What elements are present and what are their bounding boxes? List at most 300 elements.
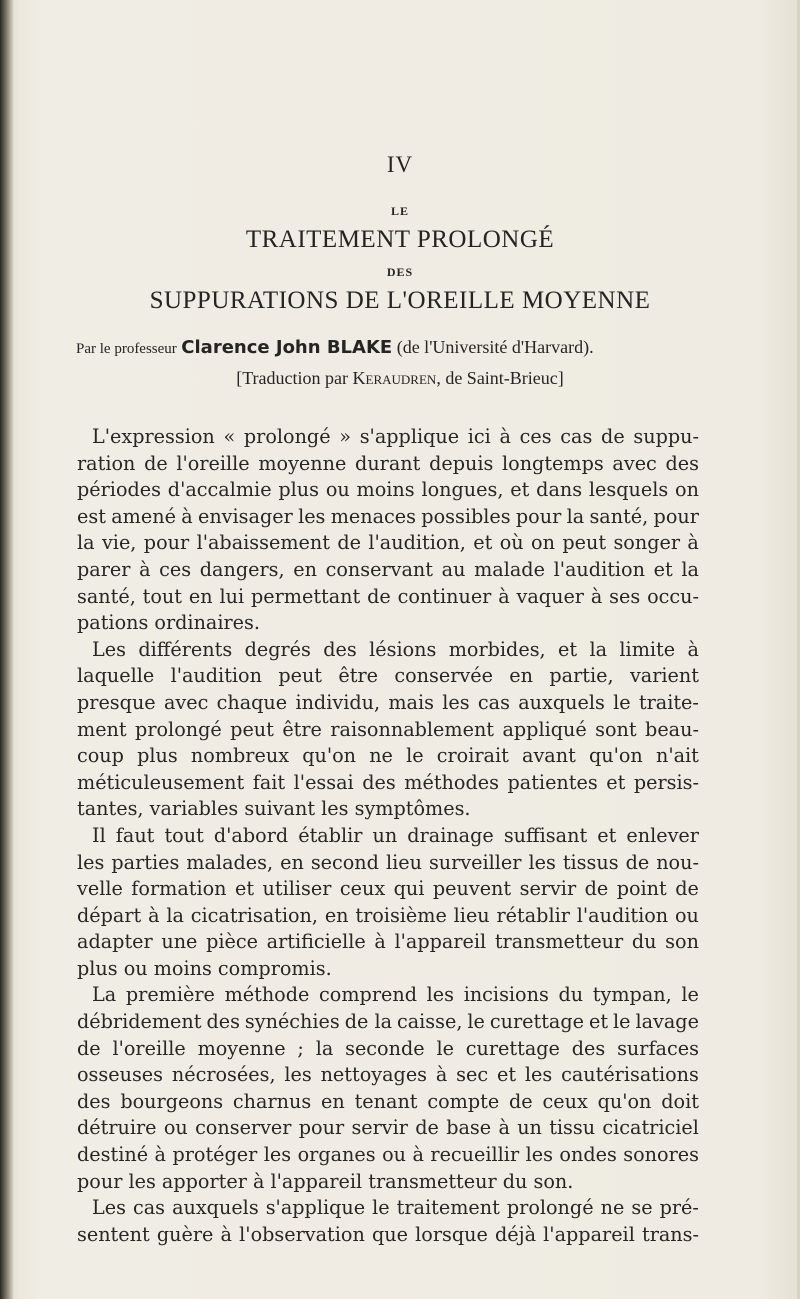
body-word: de	[625, 850, 650, 874]
body-line	[77, 796, 699, 823]
body-word: ses	[609, 584, 641, 608]
body-word: de la	[344, 1010, 393, 1034]
body-word: lésions	[369, 637, 437, 661]
body-word: le	[406, 744, 424, 768]
body-word: ment	[77, 717, 127, 741]
body-line	[77, 690, 699, 717]
body-word: plus	[278, 478, 319, 502]
body-word: une	[161, 930, 198, 954]
body-word: en	[324, 903, 349, 927]
body-word: est	[77, 504, 106, 528]
body-word: conservée	[394, 664, 493, 688]
body-word: cas	[560, 425, 593, 448]
body-word: l'observation	[239, 1222, 365, 1246]
body-word: troisième	[355, 903, 447, 927]
title-subtitle: SUPPURATIONS DE L'OREILLE MOYENNE	[149, 287, 651, 314]
body-word: utiliser	[262, 877, 332, 901]
chapter-number: IV	[386, 152, 414, 177]
body-word: s'applique	[265, 1196, 366, 1220]
body-word: cicatrisation,	[190, 903, 318, 927]
body-word: raisonnablement	[330, 717, 495, 741]
body-word: détruire	[77, 1116, 157, 1140]
body-word: la	[589, 637, 608, 661]
body-word: occu-	[647, 584, 699, 608]
body-word: continuer	[397, 584, 492, 608]
body-word: curettage	[489, 1010, 585, 1034]
body-word: nou-	[656, 850, 699, 874]
body-word: qu'on	[302, 744, 357, 768]
body-word: où	[499, 531, 524, 555]
body-word: et	[234, 877, 255, 901]
translation-open: [Traduction par	[236, 368, 349, 388]
body-word: on	[675, 478, 699, 502]
body-word: ou	[325, 478, 350, 502]
body-word: appliqué	[502, 717, 587, 741]
title-article: LE	[390, 204, 409, 218]
body-line	[77, 956, 699, 983]
body-word: tenant	[354, 1089, 418, 1113]
body-word: compte	[427, 1089, 500, 1113]
body-word: et	[588, 1010, 609, 1034]
body-word: servir	[519, 877, 577, 901]
body-word: lorsque	[415, 1222, 488, 1246]
body-word: des	[362, 770, 396, 794]
body-line	[77, 504, 699, 531]
body-word: en	[188, 584, 213, 608]
body-word: des	[571, 1036, 606, 1060]
body-word: pour	[653, 504, 699, 528]
body-word: l'audition	[576, 903, 669, 927]
body-word: longtemps	[502, 451, 604, 475]
body-word: les	[426, 983, 455, 1007]
body-word: depuis	[429, 451, 494, 475]
body-word: persis-	[633, 770, 699, 794]
body-word: l'oreille	[112, 1036, 186, 1060]
body-word: drainage	[407, 823, 494, 847]
body-word: amené	[111, 504, 176, 528]
body-word: vie,	[101, 531, 137, 555]
body-word: les	[442, 690, 470, 714]
body-word: sec	[456, 1063, 489, 1087]
body-line	[77, 1195, 699, 1222]
body-word: la	[315, 1036, 334, 1060]
body-word: de	[509, 1089, 533, 1113]
body-word: ces	[159, 557, 192, 581]
body-word: à	[687, 637, 699, 661]
body-line	[77, 982, 699, 1009]
body-word: nettoyages	[320, 1063, 428, 1087]
body-word: un	[372, 823, 398, 847]
body-word: ne	[369, 744, 393, 768]
body-word: de	[144, 451, 168, 475]
body-word: tympan,	[592, 983, 672, 1007]
body-line	[77, 1036, 699, 1063]
body-word: établir	[298, 823, 363, 847]
body-word: permettant	[250, 584, 361, 608]
body-word: cautérisations	[561, 1063, 699, 1087]
body-word: lieu	[385, 850, 422, 874]
body-word: tout	[164, 823, 204, 847]
page-binding-shadow	[0, 0, 14, 1299]
body-word: lui	[219, 584, 245, 608]
body-word: adapter	[77, 930, 153, 954]
body-word: tantes, variables suivant les symptômes.	[77, 797, 471, 821]
body-word: La	[92, 983, 117, 1007]
body-word: l'audition	[553, 557, 645, 581]
body-line	[77, 451, 699, 478]
body-word: transmetteur	[494, 930, 624, 954]
body-word: peuvent	[432, 877, 512, 901]
body-word: trans-	[641, 1222, 699, 1246]
body-word: pré-	[659, 1196, 699, 1220]
body-word: avec	[612, 451, 657, 475]
body-word: curettage	[465, 1036, 560, 1060]
body-word: ne	[600, 1196, 625, 1220]
body-word: l'audition	[170, 664, 262, 688]
body-line	[77, 850, 699, 877]
body-word: à	[181, 504, 193, 528]
body-word: bourgeons	[120, 1089, 224, 1113]
body-word: malade	[474, 557, 545, 581]
body-word: à	[435, 1063, 448, 1087]
author-affiliation: (de l'Université d'Harvard).	[396, 337, 594, 357]
body-word: second	[310, 850, 379, 874]
body-line	[77, 929, 699, 956]
body-word: L'expression	[92, 425, 215, 448]
body-word: des	[665, 451, 699, 475]
body-word: un	[517, 1116, 542, 1140]
body-word: méthode	[224, 983, 310, 1007]
body-word: doit	[661, 1089, 699, 1113]
body-word: les	[284, 1063, 312, 1087]
body-word: première	[125, 983, 215, 1007]
body-word: suppu-	[633, 425, 699, 448]
body-word: les	[524, 1063, 553, 1087]
body-line	[77, 1062, 699, 1089]
body-word: des	[77, 1089, 111, 1113]
body-word: le	[613, 690, 631, 714]
body-word: le	[681, 983, 699, 1007]
body-word: et	[558, 637, 578, 661]
body-word: différents	[138, 637, 233, 661]
body-word: auxquels	[172, 1196, 259, 1220]
body-word: l'essai	[293, 770, 354, 794]
body-word: peut	[562, 531, 607, 555]
body-word: l'audition,	[368, 531, 466, 555]
body-word: individu,	[295, 690, 381, 714]
body-word: son	[665, 930, 699, 954]
body-word: qui	[393, 877, 425, 901]
title-main: TRAITEMENT PROLONGÉ	[245, 226, 555, 253]
author-name: Clarence John BLAKE	[181, 337, 393, 358]
body-word: osseuses	[77, 1063, 164, 1087]
body-word: que	[371, 1222, 408, 1246]
body-line	[77, 424, 699, 451]
body-text	[77, 424, 699, 1248]
body-word: plus ou moins compromis.	[77, 956, 332, 980]
body-word: être	[282, 717, 322, 741]
body-line	[77, 610, 699, 637]
body-word: être	[338, 664, 378, 688]
body-word: périodes	[77, 478, 161, 502]
body-word: possibles	[421, 504, 511, 528]
body-word: auxquels	[518, 690, 605, 714]
body-word: Les	[92, 1196, 126, 1220]
body-word: d'abord	[213, 823, 289, 847]
body-word: du	[558, 983, 584, 1007]
body-word: plus	[137, 744, 178, 768]
body-word: des	[323, 637, 357, 661]
body-word: nécrosées,	[171, 1063, 276, 1087]
body-line	[77, 530, 699, 557]
body-word: dangers,	[199, 557, 285, 581]
body-word: le	[436, 1036, 454, 1060]
body-line	[77, 743, 699, 770]
body-word: velle	[77, 877, 123, 901]
body-word: ou	[382, 1143, 407, 1167]
body-word: surveiller	[428, 850, 522, 874]
body-word: cicatriciel	[602, 1116, 699, 1140]
body-word: et	[510, 478, 530, 502]
body-word: prolongé	[243, 425, 331, 448]
body-word: faut	[115, 823, 155, 847]
body-word: mais	[388, 690, 434, 714]
body-word: ;	[297, 1036, 304, 1060]
body-word: à	[154, 1143, 166, 1167]
body-word: moyenne	[197, 1036, 286, 1060]
body-word: et	[496, 1063, 517, 1087]
body-word: pour	[298, 1116, 345, 1140]
body-word: lesquels	[588, 478, 669, 502]
body-word: longues,	[421, 478, 504, 502]
body-word: peut	[230, 717, 274, 741]
body-word: surfaces	[617, 1036, 699, 1060]
body-line	[77, 1009, 699, 1036]
body-word: traite-	[638, 690, 699, 714]
body-word: vaquer	[516, 584, 584, 608]
body-word: ceux	[542, 1089, 588, 1113]
body-word: Les	[92, 637, 126, 661]
body-word: en	[293, 557, 317, 581]
body-word: sentent	[77, 1222, 150, 1246]
body-word: ondes	[559, 1143, 617, 1167]
body-word: déjà	[494, 1222, 537, 1246]
body-word: ou	[674, 903, 699, 927]
body-word: et	[606, 770, 626, 794]
body-word: seconde	[345, 1036, 425, 1060]
body-word: suffisant	[503, 823, 588, 847]
body-word: d'accalmie	[167, 478, 272, 502]
body-word: à	[499, 425, 511, 448]
body-word: beau-	[645, 717, 699, 741]
body-word: comprend	[319, 983, 417, 1007]
body-word: lieu	[453, 903, 490, 927]
body-word: sonores	[623, 1143, 699, 1167]
body-word: artificielle	[266, 930, 366, 954]
title-preposition: DES	[386, 265, 414, 279]
body-word: ces	[519, 425, 552, 448]
body-word: l'oreille	[176, 451, 250, 475]
body-line	[77, 717, 699, 744]
body-word: les	[528, 850, 556, 874]
body-word: la	[77, 531, 95, 555]
body-word: guère	[156, 1222, 214, 1246]
body-word: patientes	[507, 770, 598, 794]
body-word: cas	[477, 690, 510, 714]
body-word: pièce	[206, 930, 258, 954]
body-word: durant	[355, 451, 421, 475]
body-word: qu'on	[597, 1089, 652, 1113]
body-word: ceux	[339, 877, 386, 901]
body-word: partie,	[549, 664, 614, 688]
body-word: les	[525, 1143, 553, 1167]
body-word: conserver	[195, 1116, 292, 1140]
body-word: du	[631, 930, 657, 954]
body-word: à	[498, 1116, 510, 1140]
body-word: menaces	[330, 504, 416, 528]
body-word: et	[473, 531, 493, 555]
body-word: de	[601, 425, 625, 448]
body-line	[77, 663, 699, 690]
author-prefix: Par le professeur	[76, 341, 177, 357]
body-word: l'appareil	[394, 930, 487, 954]
body-word: à	[590, 584, 603, 608]
body-word: chaque	[216, 690, 288, 714]
body-word: croirait	[436, 744, 509, 768]
body-word: à	[498, 584, 510, 608]
body-word: de	[77, 1036, 101, 1060]
body-word: parties	[111, 850, 180, 874]
body-line	[77, 1115, 699, 1142]
body-word: envisager	[197, 504, 293, 528]
body-word: cas	[132, 1196, 166, 1220]
body-line	[77, 584, 699, 611]
body-word: à	[139, 557, 151, 581]
body-word: à	[374, 930, 386, 954]
author-line	[76, 337, 736, 358]
body-line	[77, 1222, 699, 1249]
body-word: qu'on	[588, 744, 643, 768]
body-word: des	[206, 1010, 240, 1034]
body-word: à	[412, 1143, 424, 1167]
body-word: caisse,	[396, 1010, 463, 1034]
body-line	[77, 876, 699, 903]
body-word: morbides,	[448, 637, 546, 661]
body-word: en	[280, 850, 304, 874]
body-word: servir	[351, 1116, 408, 1140]
body-word: à	[220, 1222, 232, 1246]
body-word: on	[531, 531, 555, 555]
body-word: laquelle	[77, 664, 155, 688]
body-word: rétablir	[496, 903, 570, 927]
body-word: de	[367, 584, 391, 608]
body-word: peut	[278, 664, 323, 688]
body-line	[77, 477, 699, 504]
body-word: traitement	[396, 1196, 500, 1220]
body-line	[77, 637, 699, 664]
body-word: varient	[629, 664, 699, 688]
body-line	[77, 823, 699, 850]
body-word: pations ordinaires.	[77, 611, 260, 635]
body-word: se	[631, 1196, 653, 1220]
body-word: base	[446, 1116, 492, 1140]
body-word: tissu	[549, 1116, 596, 1140]
body-word: nombreux	[190, 744, 290, 768]
body-word: n'ait	[655, 744, 699, 768]
body-word: «	[223, 425, 236, 448]
body-word: le	[372, 1196, 390, 1220]
body-word: ici	[467, 425, 491, 448]
body-line	[77, 770, 699, 797]
body-word: pour	[515, 504, 562, 528]
body-word: synéchies	[244, 1010, 340, 1034]
body-word: et	[597, 823, 617, 847]
body-line	[77, 903, 699, 930]
body-word: prolongé	[506, 1196, 594, 1220]
body-word: formation	[131, 877, 227, 901]
body-word: de	[415, 1116, 439, 1140]
body-word: Il	[92, 823, 106, 847]
body-line	[77, 1089, 699, 1116]
body-word: à	[148, 903, 160, 927]
body-word: fait	[252, 770, 286, 794]
body-word: à	[687, 531, 699, 555]
body-word: organes	[297, 1143, 376, 1167]
body-word: presque	[77, 690, 156, 714]
body-word: départ	[77, 903, 142, 927]
body-word: degrés	[244, 637, 311, 661]
body-word: au	[441, 557, 466, 581]
body-word: l'appareil	[543, 1222, 635, 1246]
body-word: méthodes	[404, 770, 499, 794]
body-word: moyenne	[258, 451, 347, 475]
body-word: charnus	[232, 1089, 312, 1113]
body-word: débridement	[77, 1010, 202, 1034]
body-word: avant	[522, 744, 576, 768]
body-word: la	[166, 903, 184, 927]
body-word: santé,	[589, 504, 649, 528]
body-word: en	[321, 1089, 345, 1113]
body-word: en	[509, 664, 534, 688]
body-line	[77, 557, 699, 584]
body-word: parer	[77, 557, 131, 581]
body-word: destiné	[77, 1143, 149, 1167]
body-word: prolongé	[135, 717, 222, 741]
body-word: méticuleusement	[77, 770, 245, 794]
translation-close: , de Saint-Brieuc]	[436, 368, 564, 388]
body-word: dans	[536, 478, 583, 502]
body-word: de	[675, 877, 699, 901]
body-word: coup	[77, 744, 124, 768]
body-word: le	[613, 1010, 631, 1034]
body-word: malades,	[186, 850, 274, 874]
body-word: lavage	[635, 1010, 699, 1034]
body-word: limite	[619, 637, 676, 661]
translation-credit	[0, 368, 800, 389]
body-word: recueillir	[430, 1143, 520, 1167]
body-word: tissus	[562, 850, 619, 874]
body-line	[77, 1169, 699, 1196]
body-word: protéger	[172, 1143, 258, 1167]
body-word: l'abaissement	[196, 531, 330, 555]
body-word: le	[467, 1010, 485, 1034]
body-word: la	[566, 504, 585, 528]
body-word: de	[584, 877, 609, 901]
body-word: »	[339, 425, 352, 448]
body-word: pour les apporter à l'appareil transmetteur du son.	[77, 1169, 574, 1193]
body-line	[77, 1142, 699, 1169]
body-word: avec	[163, 690, 209, 714]
